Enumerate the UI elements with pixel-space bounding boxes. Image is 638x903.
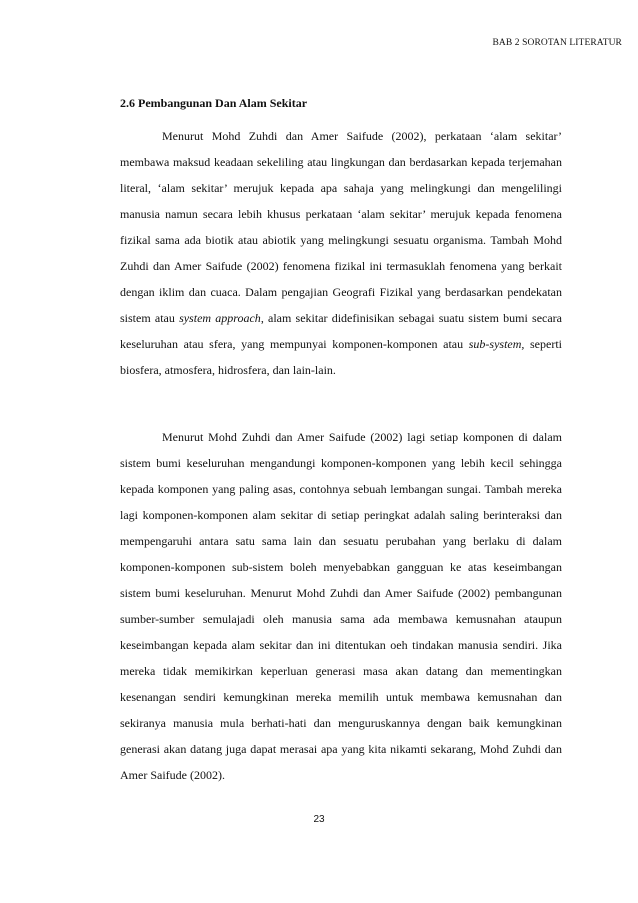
italic-term-system-approach: system approach <box>179 311 261 325</box>
running-header: BAB 2 SOROTAN LITERATUR <box>492 38 622 48</box>
paragraph-1-text-b: , alam sekitar didefinisikan sebagai suatu sistem bumi secara keseluruhan atau sfera, yang mempunyai komponen-komponen atau <box>120 311 562 351</box>
paragraph-1-text-c: seperti biosfera, atmosfera, hidrosfera, dan lain-lain. <box>120 337 562 377</box>
paragraph-1-text-a: Menurut Mohd Zuhdi dan Amer Saifude (2002), perkataan ‘alam sekitar’ membawa maksud keadaan sekeliling atau lingkungan dan berdasarkan kepada terjemahan literal, ‘alam sekitar’ merujuk kepada apa sahaja yang melingkungi dan mengelilingi manusia namun secara lebih khusus perkataan ‘alam sekitar’ merujuk kepada fenomena fizikal sama ada biotik atau abiotik yang melingkungi sesuatu organisma. Tambah Mohd Zuhdi dan Amer Saifude (2002) fenomena fizikal ini termasuklah fenomena yang berkait dengan iklim dan cuaca. Dalam pengajian Geografi Fizikal yang berdasarkan pendekatan sistem atau <box>120 129 562 325</box>
paragraph-2-text: Menurut Mohd Zuhdi dan Amer Saifude (2002) lagi setiap komponen di dalam sistem bumi keseluruhan mengandungi komponen-komponen yang lebih kecil sehingga kepada komponen yang paling asas, contohnya sebuah lembangan sungai. Tambah mereka lagi komponen-komponen alam sekitar di setiap peringkat adalah saling berinteraksi dan mempengaruhi antara satu sama lain dan sesuatu perubahan yang berlaku di dalam komponen-komponen sub-sistem boleh menyebabkan gangguan ke atas keseimbangan sistem bumi keseluruhan. Menurut Mohd Zuhdi dan Amer Saifude (2002) pembangunan sumber-sumber semulajadi oleh manusia sama ada membawa kemusnahan ataupun keseimbangan kepada alam sekitar dan ini ditentukan oeh tindakan manusia sendiri. Jika mereka tidak memikirkan keperluan generasi masa akan datang dan mementingkan kesenangan sendiri kemungkinan mereka memilih untuk membawa kemusnahan dan sekiranya manusia mula berhati-hati dan menguruskannya dengan baik kemungkinan generasi akan datang juga dapat merasai apa yang kita nikamti sekarang, Mohd Zuhdi dan Amer Saifude (2002). <box>120 430 562 782</box>
body-paragraph-1 <box>120 123 562 383</box>
italic-term-sub-system: sub-system, <box>468 337 525 351</box>
page-number: 23 <box>313 814 325 825</box>
body-paragraph-2 <box>120 424 562 788</box>
section-heading: 2.6 Pembangunan Dan Alam Sekitar <box>120 96 308 110</box>
